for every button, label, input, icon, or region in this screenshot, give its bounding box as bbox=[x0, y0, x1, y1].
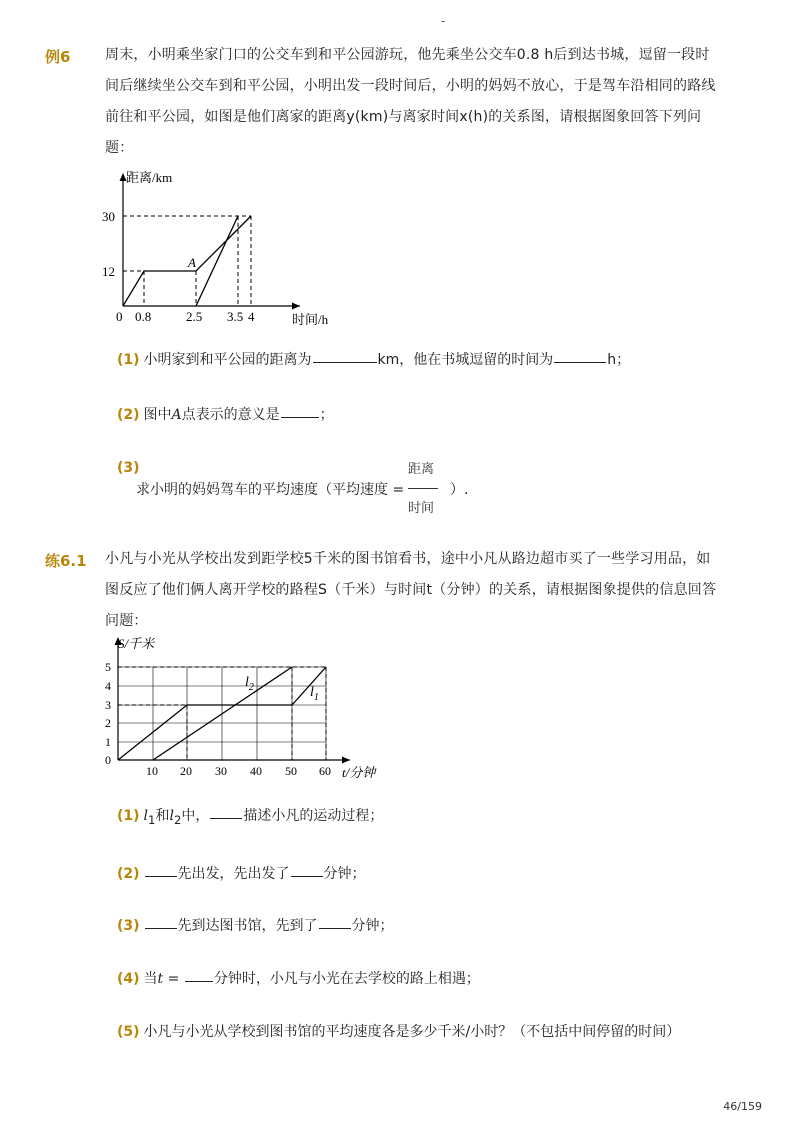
q-text: km，他在书城逗留的时间为 bbox=[377, 352, 554, 368]
practice-6-1-label: 练6.1 bbox=[45, 552, 87, 570]
q-number: (3) bbox=[117, 460, 140, 476]
q-text: 分钟； bbox=[351, 918, 394, 934]
x-axis-arrow bbox=[292, 303, 300, 310]
q-number: (1) bbox=[117, 352, 140, 368]
answer-blank[interactable] bbox=[319, 927, 351, 929]
q-text: 和 bbox=[155, 808, 170, 824]
q-text: 描述小凡的运动过程； bbox=[243, 808, 384, 824]
answer-blank[interactable] bbox=[210, 817, 242, 819]
q-variable: t bbox=[157, 971, 164, 987]
q-text: 求小明的妈妈驾车的平均速度（平均速度 = bbox=[136, 482, 405, 498]
answer-blank[interactable] bbox=[145, 927, 177, 929]
q-number: (4) bbox=[117, 971, 140, 987]
y-tick-30: 30 bbox=[102, 209, 115, 224]
x-axis-arrow bbox=[342, 757, 350, 764]
fraction-bar bbox=[408, 488, 438, 489]
example-6-question-3-end bbox=[450, 480, 468, 500]
y-tick-1: 1 bbox=[105, 735, 111, 749]
point-a-label: A bbox=[188, 255, 196, 270]
x-tick-60: 60 bbox=[319, 764, 331, 778]
x-tick-4: 4 bbox=[248, 309, 255, 324]
y-tick-5: 5 bbox=[105, 660, 111, 674]
practice-question-3 bbox=[117, 916, 394, 936]
q-text: 分钟时，小凡与小光在去学校的路上相遇； bbox=[213, 971, 480, 987]
line-l2-xiaoguang bbox=[153, 667, 292, 760]
answer-blank[interactable] bbox=[145, 875, 177, 877]
y-tick-2: 2 bbox=[105, 716, 111, 730]
line-label-l2: $l_2$ bbox=[245, 675, 254, 693]
practice-question-2 bbox=[117, 864, 366, 884]
q-variable: l bbox=[169, 808, 174, 824]
q-variable: l bbox=[143, 808, 149, 824]
example-6-question-2 bbox=[117, 405, 334, 425]
y-tick-12: 12 bbox=[102, 264, 115, 279]
y-axis-label: S/千米 bbox=[118, 636, 155, 651]
y-axis-label: 距离/km bbox=[126, 170, 173, 185]
q-text: = bbox=[163, 971, 184, 987]
y-tick-4: 4 bbox=[105, 679, 111, 693]
example-6-question-3-number bbox=[117, 458, 144, 478]
x-tick-50: 50 bbox=[285, 764, 297, 778]
q-number: (2) bbox=[117, 407, 140, 423]
q-number: (3) bbox=[117, 918, 140, 934]
x-tick-40: 40 bbox=[250, 764, 262, 778]
q-text: 当 bbox=[143, 971, 158, 987]
x-tick-2.5: 2.5 bbox=[186, 309, 203, 324]
line-label-l1: $l_1$ bbox=[310, 685, 319, 703]
example-6-label: 例6 bbox=[45, 48, 71, 66]
answer-blank[interactable] bbox=[554, 361, 606, 363]
origin-label: 0 bbox=[116, 309, 123, 324]
mom-path bbox=[196, 216, 238, 306]
q-text: 分钟； bbox=[323, 866, 366, 882]
q-text: ）. bbox=[450, 482, 469, 498]
q-text: 先到达图书馆，先到了 bbox=[177, 918, 318, 934]
q-text: ； bbox=[319, 407, 334, 423]
page-number: 46/159 bbox=[723, 1100, 762, 1113]
q-text: 先出发，先出发了 bbox=[177, 866, 290, 882]
top-mark: - bbox=[441, 14, 446, 28]
line-label-l2-sub: 2 bbox=[248, 682, 254, 693]
q-number: (5) bbox=[117, 1024, 140, 1040]
q-text: h； bbox=[607, 352, 631, 368]
example-6-question-3 bbox=[136, 480, 404, 500]
x-axis-label: 时间/h bbox=[292, 312, 329, 327]
example-6-question-1 bbox=[117, 350, 630, 370]
practice-6-1-text: 小凡与小光从学校出发到距学校5千米的图书馆看书，途中小凡从路边超市买了一些学习用品，如图反应了他们俩人离开学校的路程S（千米）与时间t（分钟）的关系，请根据图象提供的信息回答问题： bbox=[105, 551, 717, 629]
q-text: 图中 bbox=[143, 407, 172, 423]
x-tick-0.8: 0.8 bbox=[135, 309, 152, 324]
answer-blank[interactable] bbox=[281, 416, 319, 418]
q-text: 小明家到和平公园的距离为 bbox=[143, 352, 312, 368]
answer-blank[interactable] bbox=[291, 875, 323, 877]
line-label-l1-sub: 1 bbox=[313, 692, 319, 703]
fraction-numerator: 距离 bbox=[408, 462, 435, 477]
distance-time-chart bbox=[100, 168, 340, 328]
q-subscript: 1 bbox=[148, 812, 156, 827]
origin-label: 0 bbox=[105, 753, 111, 767]
practice-question-5 bbox=[117, 1022, 680, 1042]
x-axis-label: t/分钟 bbox=[342, 765, 376, 780]
answer-blank[interactable] bbox=[185, 980, 213, 982]
q-variable: A bbox=[171, 407, 182, 423]
distance-time-chart-2 bbox=[100, 634, 400, 784]
x-tick-30: 30 bbox=[215, 764, 227, 778]
practice-question-4 bbox=[117, 969, 480, 989]
x-tick-20: 20 bbox=[180, 764, 192, 778]
q-number: (2) bbox=[117, 866, 140, 882]
q-text: 中， bbox=[181, 808, 210, 824]
q-number: (1) bbox=[117, 808, 140, 824]
x-tick-3.5: 3.5 bbox=[227, 309, 244, 324]
fraction-denominator: 时间 bbox=[408, 501, 435, 516]
q-text: 点表示的意义是 bbox=[181, 407, 280, 423]
q-text: 小凡与小光从学校到图书馆的平均速度各是多少千米/小时？（不包括中间停留的时间） bbox=[143, 1024, 681, 1040]
answer-blank[interactable] bbox=[313, 361, 377, 363]
example-6-text: 周末，小明乘坐家门口的公交车到和平公园游玩，他先乘坐公交车0.8 h后到达书城，逗留一段时间后继续坐公交车到和平公园，小明出发一段时间后，小明的妈妈不放心，于是驾车沿相同的路线前往和平公园，如图是他们离家的距离y(km)与离家时间x(h)的关系图，请根据图象回答下列问题： bbox=[105, 47, 716, 156]
x-tick-10: 10 bbox=[146, 764, 158, 778]
practice-question-1 bbox=[117, 806, 383, 830]
q-subscript: 2 bbox=[173, 812, 182, 827]
y-tick-3: 3 bbox=[105, 698, 111, 712]
